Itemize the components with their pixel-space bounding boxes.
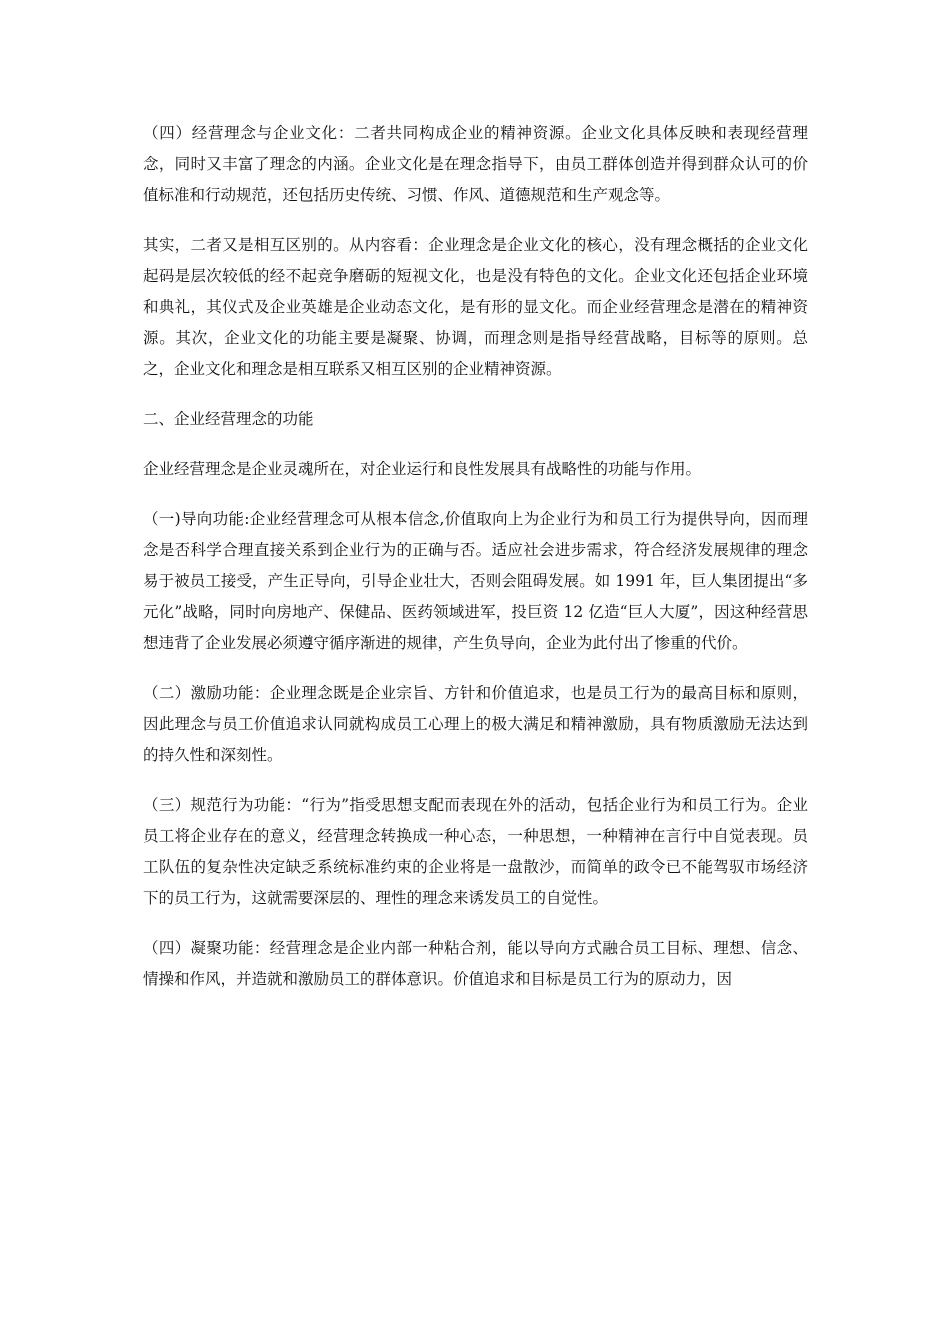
- paragraph-guidance-function: （一)导向功能:企业经营理念可从根本信念,价值取向上为企业行为和员工行为提供导向，因而理念是否科学合理直接关系到企业行为的正确与否。适应社会进步需求，符合经济发展规律的理念易于被员工接受，产生正导向，引导企业壮大，否则会阻碍发展。如 1991 年，巨人集团提出“多元化”战略，同时向房地产、保健品、医药领域进军，投巨资 12 亿造“巨人大厦”，因这种经营思想违背了企业发展必须遵守循序渐进的规律，产生负导向，企业为此付出了惨重的代价。: [143, 510, 808, 652]
- paragraph-cohesion-function: （四）凝聚功能：经营理念是企业内部一种粘合剂，能以导向方式融合员工目标、理想、信念、情操和作风，并造就和激励员工的群体意识。价值追求和目标是员工行为的原动力，因: [143, 939, 808, 988]
- document-page: [143, 118, 808, 1014]
- paragraph-functions-intro: 企业经营理念是企业灵魂所在，对企业运行和良性发展具有战略性的功能与作用。: [143, 460, 702, 478]
- paragraph-incentive-function: （二）激励功能：企业理念既是企业宗旨、方针和价值追求，也是员工行为的最高目标和原则，因此理念与员工价值追求认同就构成员工心理上的极大满足和精神激励，具有物质激励无法达到的持久性和深刻性。: [143, 684, 808, 764]
- paragraph-culture-relation: （四）经营理念与企业文化：二者共同构成企业的精神资源。企业文化具体反映和表现经营理念，同时又丰富了理念的内涵。企业文化是在理念指导下，由员工群体创造并得到群众认可的价值标准和行动规范，还包括历史传统、习惯、作风、道德规范和生产观念等。: [143, 124, 808, 204]
- paragraph-behavior-function: （三）规范行为功能：“行为”指受思想支配而表现在外的活动，包括企业行为和员工行为。企业员工将企业存在的意义，经营理念转换成一种心态，一种思想，一种精神在言行中自觉表现。员工队伍的复杂性决定缺乏系统标准约束的企业将是一盘散沙，而简单的政令已不能驾驭市场经济下的员工行为，这就需要深层的、理性的理念来诱发员工的自觉性。: [143, 796, 808, 907]
- paragraph-differences: 其实，二者又是相互区别的。从内容看：企业理念是企业文化的核心，没有理念概括的企业文化起码是层次较低的经不起竞争磨砺的短视文化，也是没有特色的文化。企业文化还包括企业环境和典礼，其仪式及企业英雄是企业动态文化，是有形的显文化。而企业经营理念是潜在的精神资源。其次，企业文化的功能主要是凝聚、协调，而理念则是指导经营战略，目标等的原则。总之，企业文化和理念是相互联系又相互区别的企业精神资源。: [143, 236, 808, 378]
- section-heading-functions: 二、企业经营理念的功能: [143, 410, 314, 428]
